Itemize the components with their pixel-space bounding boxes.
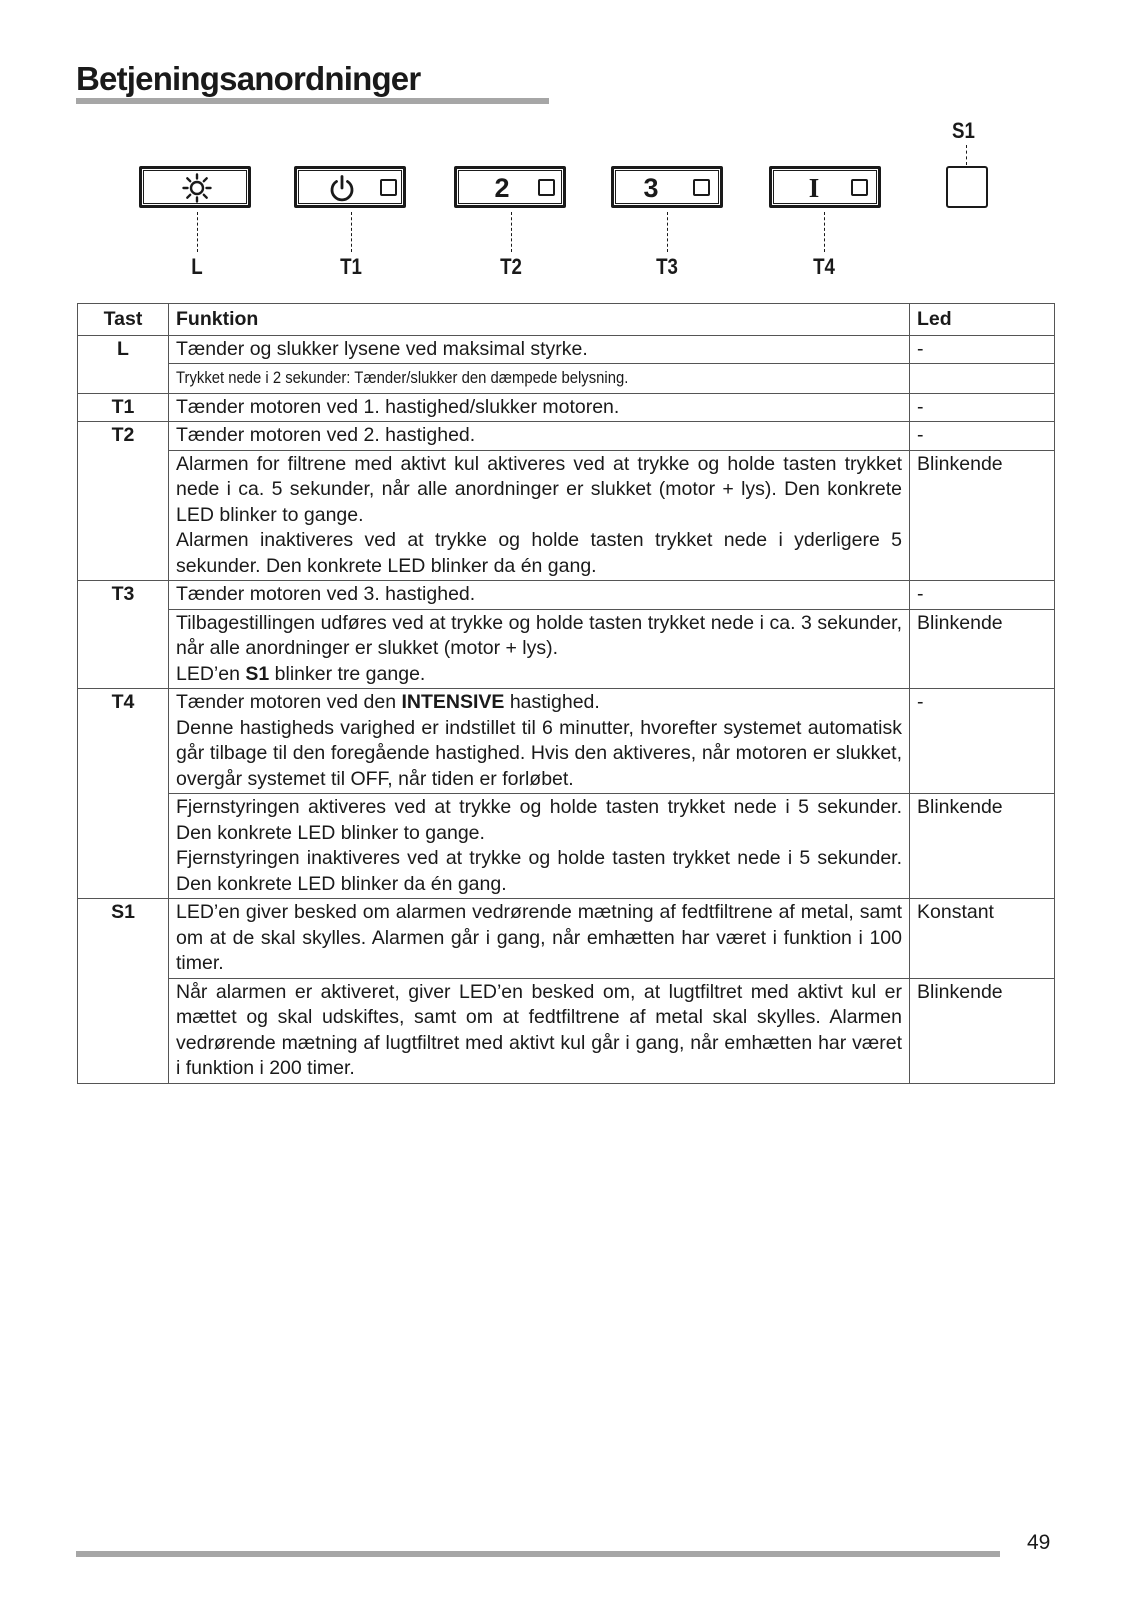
row-led: Blinkende bbox=[910, 609, 1055, 689]
t2-label: T2 bbox=[500, 254, 522, 279]
key-t4[interactable] bbox=[769, 166, 881, 208]
row-function-para: Fjernstyringen inaktiveres ved at trykke og holde tasten trykket nede i 5 sekunder. Den konkrete LED blinker da én gang. bbox=[176, 847, 902, 895]
row-key-s1: S1 bbox=[78, 899, 169, 979]
row-function bbox=[169, 609, 910, 689]
table-row bbox=[78, 335, 1055, 364]
row-function bbox=[169, 794, 910, 899]
row-key-l: L bbox=[78, 335, 169, 364]
row-function-para: Alarmen inaktiveres ved at trykke og holde tasten trykket nede i yderligere 5 sekunder. Den konkrete LED blinker da én gang. bbox=[176, 529, 902, 577]
t1-label: T1 bbox=[340, 254, 362, 279]
s1-leader-line bbox=[966, 145, 967, 165]
row-key-t4: T4 bbox=[78, 689, 169, 794]
page-number: 49 bbox=[1027, 1531, 1051, 1554]
t2-leader-line bbox=[511, 212, 512, 252]
row-function-para: Alarmen for filtrene med aktivt kul aktiveres ved at trykke og holde tasten trykket nede i ca. 5 sekunder, når alle anordninger er slukket (motor + lys). Den konkrete LED blinker to gange. bbox=[176, 452, 902, 526]
row-key-empty bbox=[78, 609, 169, 689]
table-row bbox=[78, 581, 1055, 610]
footer-rule bbox=[76, 1551, 1000, 1557]
header-function: Funktion bbox=[169, 304, 910, 336]
row-key-t3: T3 bbox=[78, 581, 169, 610]
text-run-bold: S1 bbox=[245, 662, 270, 685]
table-row bbox=[78, 609, 1055, 689]
row-function: LED’en giver besked om alarmen vedrørende mætning af fedtfiltrene af metal, samt om at de skal skylles. Alarmen går i gang, når emhætten har været i funktion i 100 timer. bbox=[169, 899, 910, 979]
row-key-t2: T2 bbox=[78, 422, 169, 451]
text-run: blinker tre gange. bbox=[269, 662, 426, 685]
row-led: - bbox=[910, 422, 1055, 451]
text-run: Tænder motoren ved den bbox=[176, 691, 402, 713]
t4-label: T4 bbox=[813, 254, 835, 279]
row-led: Blinkende bbox=[910, 450, 1055, 581]
row-function: Tænder motoren ved 1. hastighed/slukker motoren. bbox=[169, 393, 910, 422]
power-icon bbox=[327, 173, 357, 203]
row-key-t1: T1 bbox=[78, 393, 169, 422]
row-function-para: Tilbagestillingen udføres ved at trykke og holde tasten trykket nede i ca. 3 sekunder, når alle anordninger er slukket (motor + lys). bbox=[176, 611, 902, 659]
text-run-bold: INTENSIVE bbox=[401, 691, 505, 713]
row-function bbox=[169, 689, 910, 794]
function-table bbox=[77, 303, 1055, 1084]
key-t1[interactable] bbox=[294, 166, 406, 208]
row-function-para: Denne hastigheds varighed er indstillet til 6 minutter, hvorefter systemet automatisk går tilbage til den foregående hastighed. Hvis den aktiveres, når motoren er slukket, overgår systemet til OFF, når tiden er forløbet. bbox=[176, 716, 902, 790]
row-function: Tænder motoren ved 2. hastighed. bbox=[169, 422, 910, 451]
table-row bbox=[78, 899, 1055, 979]
t1-led-indicator bbox=[380, 179, 397, 196]
t4-leader-line bbox=[824, 212, 825, 252]
table-row bbox=[78, 794, 1055, 899]
key-t2[interactable] bbox=[454, 166, 566, 208]
s1-led-indicator bbox=[946, 166, 988, 208]
key-t3[interactable] bbox=[611, 166, 723, 208]
light-icon bbox=[182, 173, 212, 203]
page-title: Betjeningsanordninger bbox=[76, 60, 421, 97]
row-key-empty bbox=[78, 978, 169, 1083]
table-row bbox=[78, 422, 1055, 451]
t3-leader-line bbox=[667, 212, 668, 252]
row-led: Blinkende bbox=[910, 978, 1055, 1083]
row-function: Når alarmen er aktiveret, giver LED’en besked om, at lugtfiltret med aktivt kul er mættet og skal udskiftes, samt om at fedtfiltrene af metal skal skylles. Alarmen vedrørende mætning af lugtfiltret med aktivt kul går i gang, når emhætten har været i funktion i 200 timer. bbox=[169, 978, 910, 1083]
row-function-small: Trykket nede i 2 sekunder: Tænder/slukker den dæmpede belysning. bbox=[176, 369, 629, 387]
row-led bbox=[910, 364, 1055, 394]
row-led: Blinkende bbox=[910, 794, 1055, 899]
row-key-empty bbox=[78, 794, 169, 899]
row-led: Konstant bbox=[910, 899, 1055, 979]
t3-led-indicator bbox=[693, 179, 710, 196]
control-panel-diagram bbox=[0, 0, 1128, 290]
table-row bbox=[78, 364, 1055, 394]
table-row bbox=[78, 689, 1055, 794]
t2-glyph: 2 bbox=[494, 173, 510, 203]
row-key-empty bbox=[78, 450, 169, 581]
row-function-para: Fjernstyringen aktiveres ved at trykke og holde tasten trykket nede i 5 sekunder. Den konkrete LED blinker to gange. bbox=[176, 796, 902, 844]
t1-leader-line bbox=[351, 212, 352, 252]
t2-led-indicator bbox=[538, 179, 555, 196]
row-function-para bbox=[176, 662, 902, 688]
t3-glyph: 3 bbox=[643, 173, 659, 203]
row-led: - bbox=[910, 689, 1055, 794]
text-run: hastighed. bbox=[504, 691, 600, 713]
row-led: - bbox=[910, 581, 1055, 610]
row-led: - bbox=[910, 335, 1055, 364]
row-function: Tænder og slukker lysene ved maksimal styrke. bbox=[169, 335, 910, 364]
t4-glyph: I bbox=[808, 173, 820, 203]
t3-label: T3 bbox=[656, 254, 678, 279]
row-function-para bbox=[176, 690, 902, 716]
row-led: - bbox=[910, 393, 1055, 422]
row-function bbox=[169, 450, 910, 581]
t4-led-indicator bbox=[851, 179, 868, 196]
key-l[interactable] bbox=[139, 166, 251, 208]
l-leader-line bbox=[197, 212, 198, 252]
row-function: Tænder motoren ved 3. hastighed. bbox=[169, 581, 910, 610]
table-row bbox=[78, 978, 1055, 1083]
s1-label: S1 bbox=[952, 118, 975, 143]
row-key-empty bbox=[78, 364, 169, 394]
text-run: LED’en bbox=[176, 662, 246, 685]
table-row bbox=[78, 450, 1055, 581]
header-key: Tast bbox=[78, 304, 169, 336]
table-header-row bbox=[78, 304, 1055, 336]
l-label: L bbox=[191, 254, 203, 279]
table-row bbox=[78, 393, 1055, 422]
header-led: Led bbox=[910, 304, 1055, 336]
row-function bbox=[169, 364, 910, 394]
